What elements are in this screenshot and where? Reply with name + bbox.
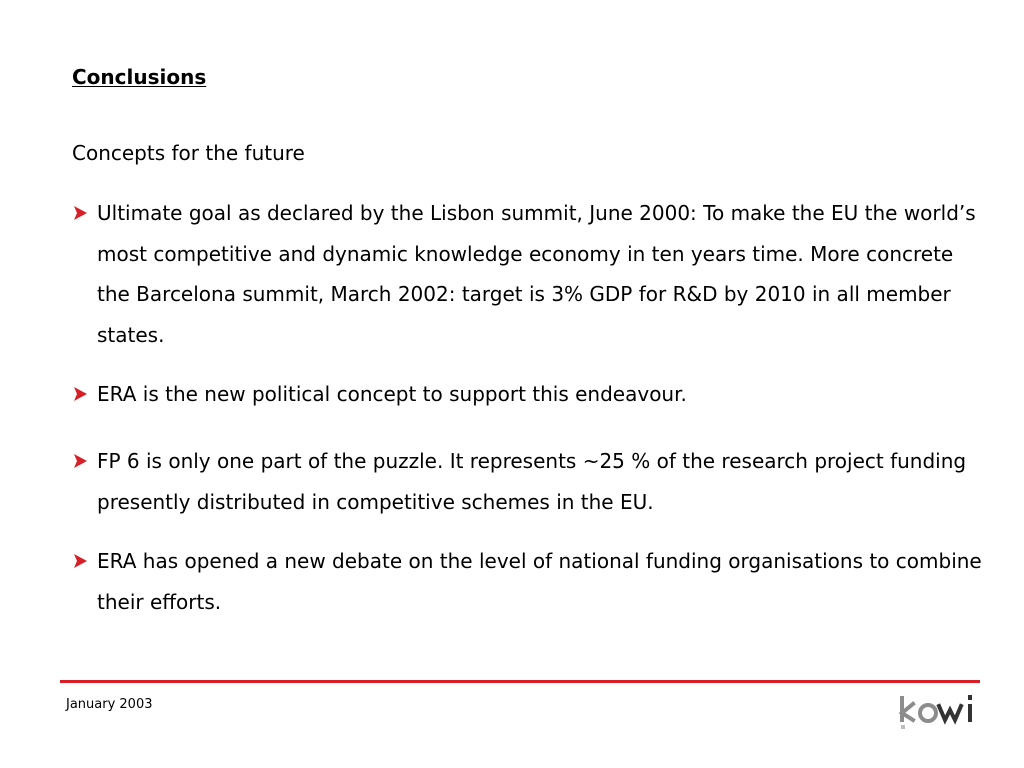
footer-rule (60, 680, 980, 683)
bullet-text: FP 6 is only one part of the puzzle. It represents ~25 % of the research project funding presently distributed in competitive schemes in the EU. (97, 449, 967, 514)
kowi-logo-icon (894, 686, 982, 734)
arrow-bullet-icon (72, 386, 89, 402)
bullet-item (72, 541, 982, 622)
slide-title: Conclusions (72, 65, 207, 89)
arrow-bullet-icon (72, 205, 89, 221)
bullet-item (72, 441, 982, 522)
bullet-item (72, 374, 982, 415)
slide-subtitle: Concepts for the future (72, 141, 305, 165)
footer-date: January 2003 (66, 697, 153, 712)
bullet-text: ERA has opened a new debate on the level of national funding organisations to combine their efforts. (97, 549, 982, 614)
arrow-bullet-icon (72, 553, 89, 569)
bullet-item (72, 193, 982, 355)
bullet-text: Ultimate goal as declared by the Lisbon summit, June 2000: To make the EU the world’s most competitive and dynamic knowledge economy in ten years time. More concrete the Barcelona summit, March 2002: target is 3% GDP for R&D by 2010 in all member states. (97, 201, 976, 347)
arrow-bullet-icon (72, 453, 89, 469)
bullet-text: ERA is the new political concept to support this endeavour. (97, 382, 687, 406)
